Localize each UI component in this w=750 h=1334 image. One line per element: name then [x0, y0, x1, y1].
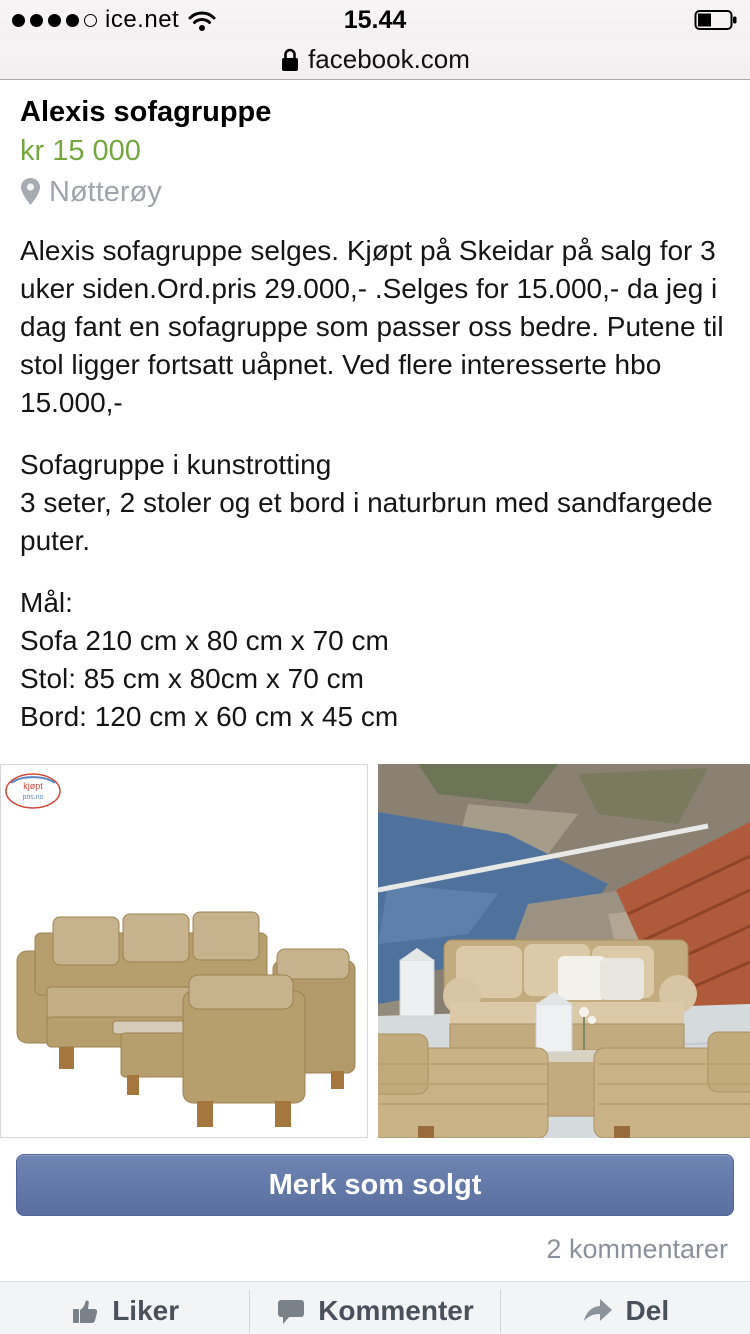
share-button[interactable] [501, 1282, 750, 1334]
comments-count-link[interactable]: 2 kommentarer [546, 1234, 728, 1264]
listing-photo-product[interactable] [0, 764, 368, 1138]
share-arrow-icon [582, 1297, 614, 1325]
browser-address-bar[interactable] [0, 40, 750, 80]
battery-icon [694, 9, 738, 31]
listing-title: Alexis sofagruppe [20, 96, 272, 128]
share-label: Del [625, 1294, 670, 1326]
comment-label: Kommenter [318, 1294, 474, 1326]
photo-gallery [0, 764, 750, 1138]
lock-icon [280, 47, 300, 73]
comments-count-row [0, 1216, 750, 1265]
speech-bubble-icon [276, 1296, 306, 1326]
status-bar [0, 0, 750, 40]
measurement-bord: Bord: 120 cm x 60 cm x 45 cm [20, 701, 399, 732]
location-label: Nøtterøy [49, 176, 162, 208]
map-pin-icon [20, 177, 41, 207]
listing-location-row [20, 174, 730, 210]
listing-description: Alexis sofagruppe selges. Kjøpt på Skeidar på salg for 3 uker siden.Ord.pris 29.000,- .Selges for 15.000,- da jeg i dag fant en sofagruppe som passer oss bedre. Putene til stol ligger fortsatt uåpnet. Ved flere interesserte hbo 15.000,- [20, 235, 724, 418]
url-label: facebook.com [308, 44, 470, 74]
like-label: Liker [112, 1294, 180, 1326]
svg-text:kjøpt: kjøpt [23, 781, 43, 791]
listing-measurements [20, 584, 730, 736]
listing-photo-scene[interactable] [378, 764, 750, 1138]
watermark-logo [6, 774, 60, 808]
details-line-2: 3 seter, 2 stoler og et bord i naturbrun med sandfargede puter. [20, 487, 713, 556]
measurements-heading: Mål: [20, 587, 73, 618]
svg-text:pris.no: pris.no [22, 794, 44, 801]
thumbs-up-icon [70, 1296, 100, 1326]
comment-button[interactable] [250, 1282, 499, 1334]
carrier-label: ice.net [105, 6, 180, 33]
details-line-1: Sofagruppe i kunstrotting [20, 449, 332, 480]
listing-details [20, 446, 730, 560]
mark-as-sold-button[interactable]: Merk som solgt [16, 1154, 734, 1216]
measurement-stol: Stol: 85 cm x 80cm x 70 cm [20, 663, 364, 694]
measurement-sofa: Sofa 210 cm x 80 cm x 70 cm [20, 625, 389, 656]
social-action-bar [0, 1281, 750, 1334]
clock-label: 15.44 [343, 5, 407, 34]
like-button[interactable] [0, 1282, 249, 1334]
listing-price: kr 15 000 [20, 135, 141, 167]
